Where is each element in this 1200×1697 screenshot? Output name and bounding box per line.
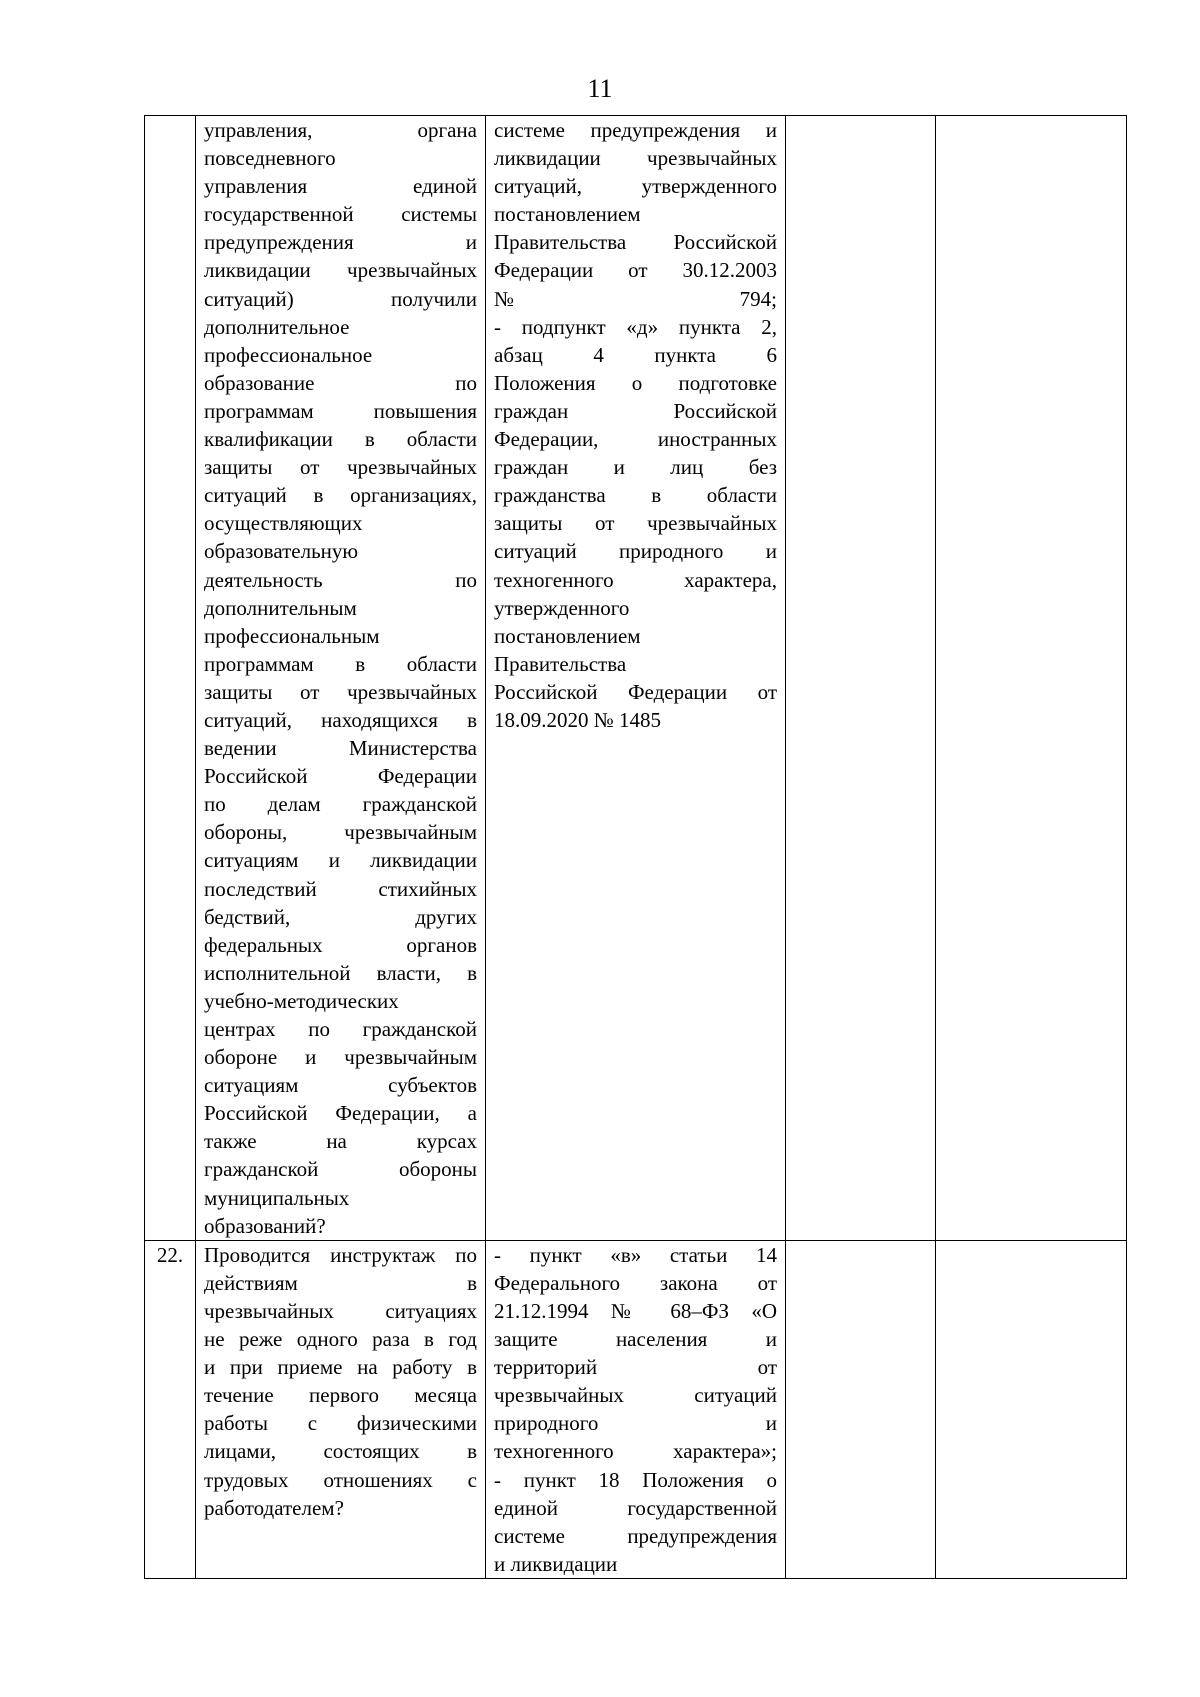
text-line: граждан Российской	[494, 398, 777, 423]
reference-cell	[486, 1240, 786, 1578]
text-line: деятельность по	[204, 567, 477, 592]
text-line: работодателем?	[204, 1495, 344, 1520]
text-line: ситуациям субъектов	[204, 1073, 477, 1098]
row-number-cell	[145, 116, 196, 1241]
text-line: обороны, чрезвычайным	[204, 820, 477, 845]
text-line: исполнительной власти, в	[204, 960, 477, 985]
text-line: Российской Федерации	[204, 764, 477, 789]
question-cell	[196, 1240, 486, 1578]
text-line: управления, органа	[204, 118, 477, 142]
text-line: ликвидации чрезвычайных	[204, 258, 477, 283]
empty-cell-col5	[936, 116, 1127, 1241]
table-row	[145, 116, 1127, 1241]
text-line: Проводится инструктаж по	[204, 1242, 477, 1267]
text-line: защиты от чрезвычайных	[204, 679, 477, 704]
text-line: дополнительное	[204, 314, 350, 339]
text-line: граждан и лиц без	[494, 455, 777, 480]
text-line: ситуаций, находящихся в	[204, 707, 477, 732]
text-line: абзац 4 пункта 6	[494, 342, 777, 367]
text-line: учебно-методических	[204, 988, 399, 1013]
text-line: течение первого месяца	[204, 1383, 477, 1408]
text-line: чрезвычайных ситуациях	[204, 1298, 477, 1323]
text-line: обороне и чрезвычайным	[204, 1045, 477, 1070]
text-line: профессиональным	[204, 623, 380, 648]
text-line: системе предупреждения и	[494, 118, 777, 142]
text-line: и при приеме на работу в	[204, 1355, 477, 1380]
text-line: ситуаций, утвержденного	[494, 174, 777, 199]
text-line: ситуаций в организациях,	[204, 483, 477, 508]
text-line: территорий от	[494, 1355, 777, 1380]
text-line: бедствий, других	[204, 904, 477, 929]
text-line: природного и	[494, 1411, 777, 1436]
text-line: программам в области	[204, 651, 477, 676]
text-line: действиям в	[204, 1270, 477, 1295]
text-line: 21.12.1994 № 68–ФЗ «О	[494, 1298, 777, 1323]
text-line: ликвидации чрезвычайных	[494, 146, 777, 171]
question-cell	[196, 116, 486, 1241]
page-number: 11	[587, 74, 613, 103]
text-line: утвержденного	[494, 595, 630, 620]
text-line: дополнительным	[204, 595, 357, 620]
text-line: муниципальных	[204, 1185, 350, 1210]
text-line: гражданства в области	[494, 483, 777, 508]
text-line: не реже одного раза в год	[204, 1327, 477, 1352]
text-line: программам повышения	[204, 398, 477, 423]
text-line: Правительства Российской	[494, 230, 777, 255]
text-line: лицами, состоящих в	[204, 1439, 477, 1464]
text-line: Российской Федерации, а	[204, 1101, 477, 1126]
reference-cell	[486, 116, 786, 1241]
row-number-cell: 22.	[145, 1240, 196, 1578]
text-line: защите населения и	[494, 1327, 777, 1352]
text-line: Положения о подготовке	[494, 370, 777, 395]
text-line: 18.09.2020 № 1485	[494, 707, 662, 732]
text-line: федеральных органов	[204, 932, 477, 957]
text-line: Федерации от 30.12.2003	[494, 258, 777, 283]
text-line: государственной системы	[204, 202, 477, 227]
text-line: профессиональное	[204, 342, 373, 367]
empty-cell-col5	[936, 1240, 1127, 1578]
text-line: постановлением	[494, 623, 641, 648]
text-line: центрах по гражданской	[204, 1017, 477, 1041]
text-line: предупреждения и	[204, 230, 477, 255]
text-line: № 794;	[494, 286, 777, 311]
text-line: чрезвычайных ситуаций	[494, 1383, 777, 1408]
text-line: - подпункт «д» пункта 2,	[494, 314, 777, 339]
text-line: осуществляющих	[204, 511, 363, 536]
text-line: трудовых отношениях с	[204, 1467, 477, 1492]
text-line: Федерального закона от	[494, 1270, 777, 1295]
text-line: по делам гражданской	[204, 792, 477, 817]
text-line: гражданской обороны	[204, 1157, 477, 1182]
text-line: защиты от чрезвычайных	[494, 511, 777, 536]
text-line: работы с физическими	[204, 1411, 477, 1436]
text-line: квалификации в области	[204, 427, 477, 452]
text-line: техногенного характера,	[494, 567, 777, 592]
text-line: единой государственной	[494, 1495, 777, 1520]
text-line: ситуаций) получили	[204, 286, 477, 311]
empty-cell-col4	[786, 1240, 936, 1578]
text-line: - пункт «в» статьи 14	[494, 1242, 777, 1267]
text-line: образовательную	[204, 539, 359, 564]
text-line: ведении Министерства	[204, 736, 477, 761]
text-line: ситуаций природного и	[494, 539, 777, 564]
table-row	[145, 1240, 1127, 1578]
text-line: постановлением	[494, 202, 641, 227]
text-line: ситуациям и ликвидации	[204, 848, 477, 873]
text-line: образование по	[204, 370, 477, 395]
requirements-table	[144, 115, 1127, 1579]
text-line: - пункт 18 Положения о	[494, 1467, 777, 1492]
text-line: повседневного	[204, 146, 336, 171]
text-line: защиты от чрезвычайных	[204, 455, 477, 480]
text-line: техногенного характера»;	[494, 1439, 777, 1464]
text-line: Федерации, иностранных	[494, 427, 777, 452]
text-line: управления единой	[204, 174, 477, 199]
text-line: Российской Федерации от	[494, 679, 777, 704]
text-line: системе предупреждения	[494, 1523, 777, 1548]
text-line: последствий стихийных	[204, 876, 477, 901]
text-line: и ликвидации	[494, 1551, 618, 1576]
text-line: образований?	[204, 1213, 326, 1238]
text-line: также на курсах	[204, 1129, 477, 1154]
text-line: Правительства	[494, 651, 627, 676]
empty-cell-col4	[786, 116, 936, 1241]
